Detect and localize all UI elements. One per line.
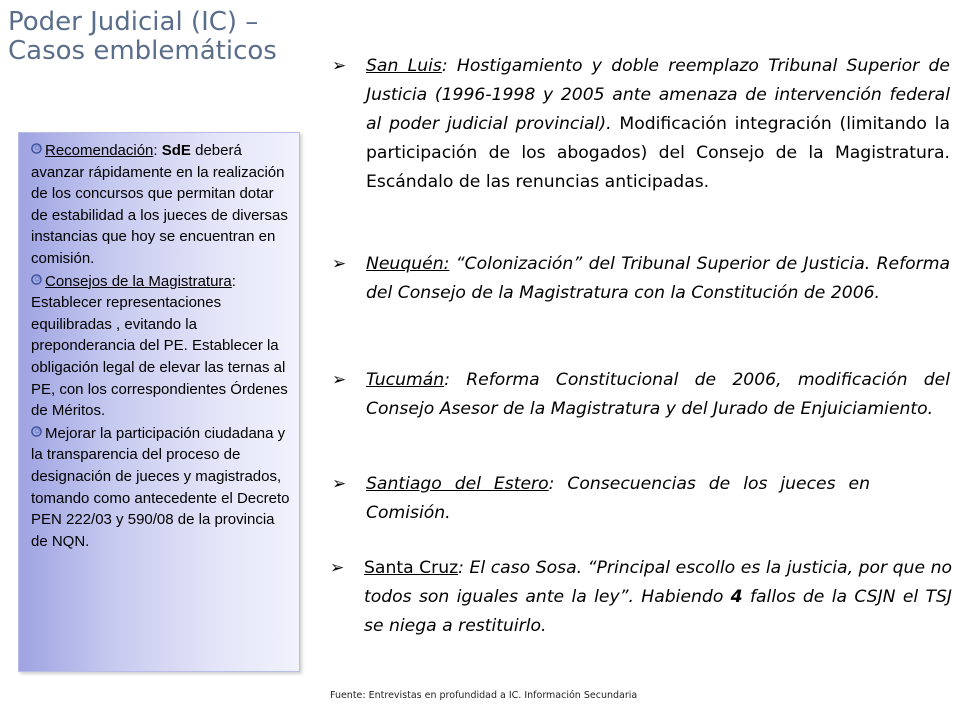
consejos-text: : Establecer representaciones equilibradas , evitando la preponderancia del PE. Establecer la obligación legal de elevar las ternas al PE, con los correspondientes Órdenes de Méritos. [31, 272, 288, 420]
case-name: San Luis [366, 56, 442, 76]
case-name: Neuquén: [366, 254, 450, 274]
case-text: “Colonización” del Tribunal Superior de Justicia. Reforma del Consejo de la Magistratura con la Constitución de 2006. [366, 254, 950, 303]
title-line-2: Casos emblemáticos [8, 36, 277, 66]
arrow-bullet-icon: ➢ [332, 254, 347, 274]
source-note: Fuente: Entrevistas en profundidad a IC. Información Secundaria [330, 690, 638, 701]
consejos-paragraph [31, 270, 293, 422]
case-san-luis [330, 52, 950, 197]
arrow-bullet-icon: ➢ [332, 56, 347, 76]
case-text-italic: : Hostigamiento y doble reemplazo Tribunal Superior de Justicia (1996-1998 y 2005 ante amenaza de intervención federal al poder judicial provincial). [366, 56, 950, 134]
recommendation-text: deberá avanzar rápidamente en la realización de los concursos que permitan dotar de estabilidad a los jueces de diversas instancias que hoy se encuentran en comisión. [31, 142, 288, 267]
case-name: Tucumán [366, 370, 445, 390]
case-number: 4 [730, 587, 743, 607]
case-santiago [330, 470, 870, 528]
swirl-bullet-icon [31, 139, 42, 150]
arrow-bullet-icon: ➢ [330, 558, 345, 578]
case-name: Santa Cruz [364, 558, 459, 578]
recommendation-label: Recomendación [45, 142, 154, 159]
consejos-label: Consejos de la Magistratura [45, 272, 232, 290]
recommendation-paragraph [31, 139, 293, 270]
arrow-bullet-icon: ➢ [332, 474, 347, 494]
case-santa-cruz [328, 554, 952, 641]
case-neuquen [330, 250, 950, 308]
arrow-bullet-icon: ➢ [332, 370, 347, 390]
recommendation-strong: SdE [161, 142, 191, 159]
recommendation-sep: : [153, 142, 162, 159]
case-text: : Reforma Constitucional de 2006, modificación del Consejo Asesor de la Magistratura y del Jurado de Enjuiciamiento. [366, 370, 950, 419]
recommendations-box [18, 132, 300, 672]
case-name: Santiago del Estero [366, 474, 549, 494]
case-text: : El caso Sosa. “Principal escollo es la justicia, por que no todos son iguales ante la ley”. Habiendo [364, 558, 952, 607]
swirl-bullet-icon [31, 422, 42, 433]
case-text: : Consecuencias de los jueces en Comisión. [366, 474, 870, 523]
swirl-bullet-icon [31, 270, 42, 281]
participacion-paragraph [31, 422, 293, 553]
case-tucuman [330, 366, 950, 424]
title-line-1: Poder Judicial (IC) – [8, 7, 259, 37]
participacion-text: Mejorar la participación ciudadana y la transparencia del proceso de designación de jueces y magistrados, tomando como antecedente el Decreto PEN 222/03 y 590/08 de la provincia de NQN. [31, 424, 290, 550]
case-text: fallos de la CSJN el TSJ se niega a restituirlo. [364, 587, 952, 636]
recommendations-text [31, 139, 293, 552]
page-title [8, 8, 308, 66]
case-text: Modificación integración (limitando la participación de los abogados) del Consejo de la Magistratura. Escándalo de las renuncias anticipadas. [366, 114, 950, 192]
